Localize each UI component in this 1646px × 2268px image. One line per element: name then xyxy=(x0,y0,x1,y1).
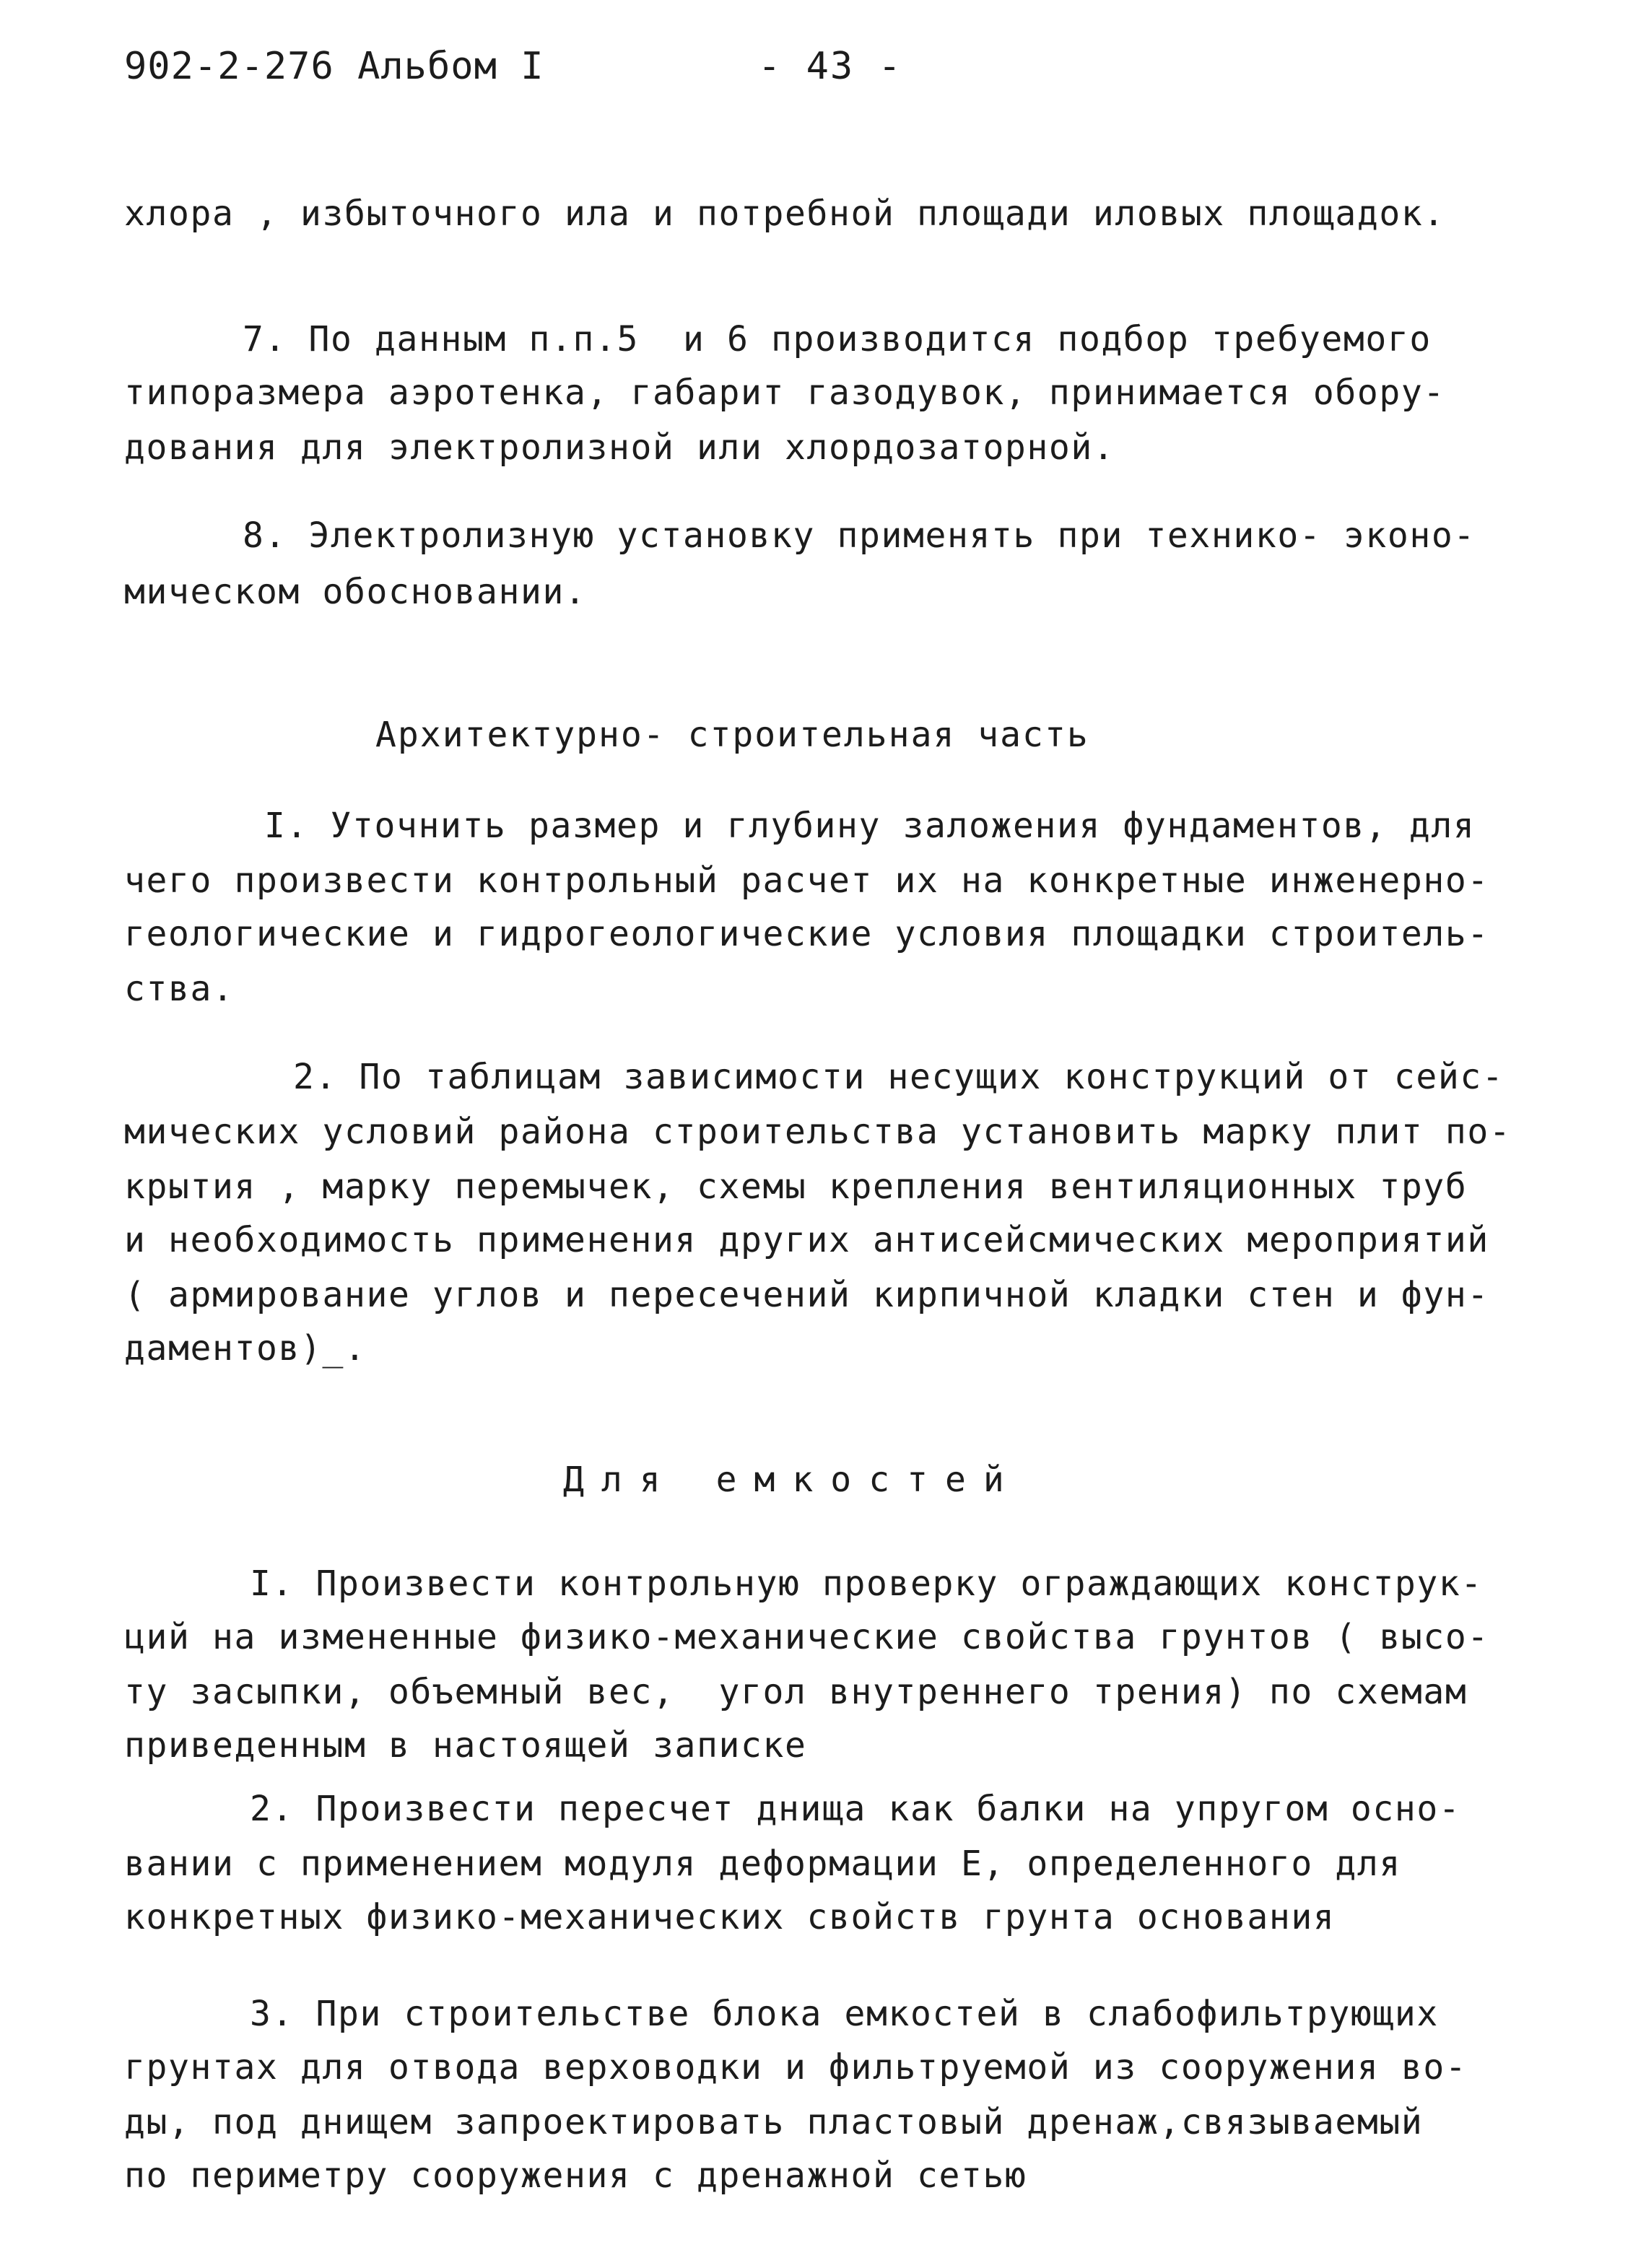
item7-line: типоразмера аэротенка, габарит газодувок, принимается обору- xyxy=(124,372,1445,413)
arch-p2-line: 2. По таблицам зависимости несущих конструкций от сейс- xyxy=(293,1057,1505,1097)
section-heading-tanks: Для емкостей xyxy=(563,1460,1022,1500)
arch-p1-line: геологические и гидрогеологические условия площадки строитель- xyxy=(124,914,1489,954)
item7-line: 7. По данным п.п.5 и 6 производится подбор требуемого xyxy=(243,319,1432,359)
tanks-p1-line: ций на измененные физико-механические свойства грунтов ( высо- xyxy=(124,1617,1489,1657)
tanks-p2-line: конкретных физико-механических свойств грунта основания xyxy=(124,1897,1336,1937)
item8-line: 8. Электролизную установку применять при технико- эконо- xyxy=(243,515,1476,556)
intro-line: хлора , избыточного ила и потребной площади иловых площадок. xyxy=(124,193,1445,234)
tanks-p1-line: приведенным в настоящей записке xyxy=(124,1725,807,1766)
arch-p1-line: чего произвести контрольный расчет их на конкретные инженерно- xyxy=(124,860,1489,901)
tanks-p3-line: по периметру сооружения с дренажной сетью xyxy=(124,2155,1027,2196)
tanks-p2-line: 2. Произвести пересчет днища как балки на упругом осно- xyxy=(250,1789,1461,1829)
arch-p1-line: ства. xyxy=(124,969,235,1009)
arch-p2-line: и необходимость применения других антисейсмических мероприятий xyxy=(124,1220,1489,1260)
section-heading-architecture: Архитектурно- строительная часть xyxy=(375,715,1089,755)
item7-line: дования для электролизной или хлордозаторной. xyxy=(124,427,1115,468)
document-code: 902-2-276 Альбом I xyxy=(124,45,544,88)
tanks-p3-line: 3. При строительстве блока емкостей в слабофильтрующих xyxy=(250,1994,1439,2034)
item8-line: мическом обосновании. xyxy=(124,572,587,612)
page-number: - 43 - xyxy=(758,45,902,88)
arch-p2-line: даментов)_. xyxy=(124,1328,367,1369)
tanks-p1-line: I. Произвести контрольную проверку ограждающих конструк- xyxy=(250,1563,1483,1604)
arch-p2-line: ( армирование углов и пересечений кирпичной кладки стен и фун- xyxy=(124,1275,1489,1315)
tanks-p3-line: ды, под днищем запроектировать пластовый дренаж,связываемый xyxy=(124,2102,1424,2142)
arch-p2-line: крытия , марку перемычек, схемы крепления вентиляционных труб xyxy=(124,1166,1468,1207)
tanks-p1-line: ту засыпки, объемный вес, угол внутреннего трения) по схемам xyxy=(124,1672,1468,1712)
arch-p1-line: I. Уточнить размер и глубину заложения фундаментов, для xyxy=(264,806,1476,846)
tanks-p2-line: вании с применением модуля деформации Е, определенного для xyxy=(124,1844,1401,1884)
tanks-p3-line: грунтах для отвода верховодки и фильтруемой из сооружения во- xyxy=(124,2047,1468,2088)
arch-p2-line: мических условий района строительства установить марку плит по- xyxy=(124,1112,1512,1152)
